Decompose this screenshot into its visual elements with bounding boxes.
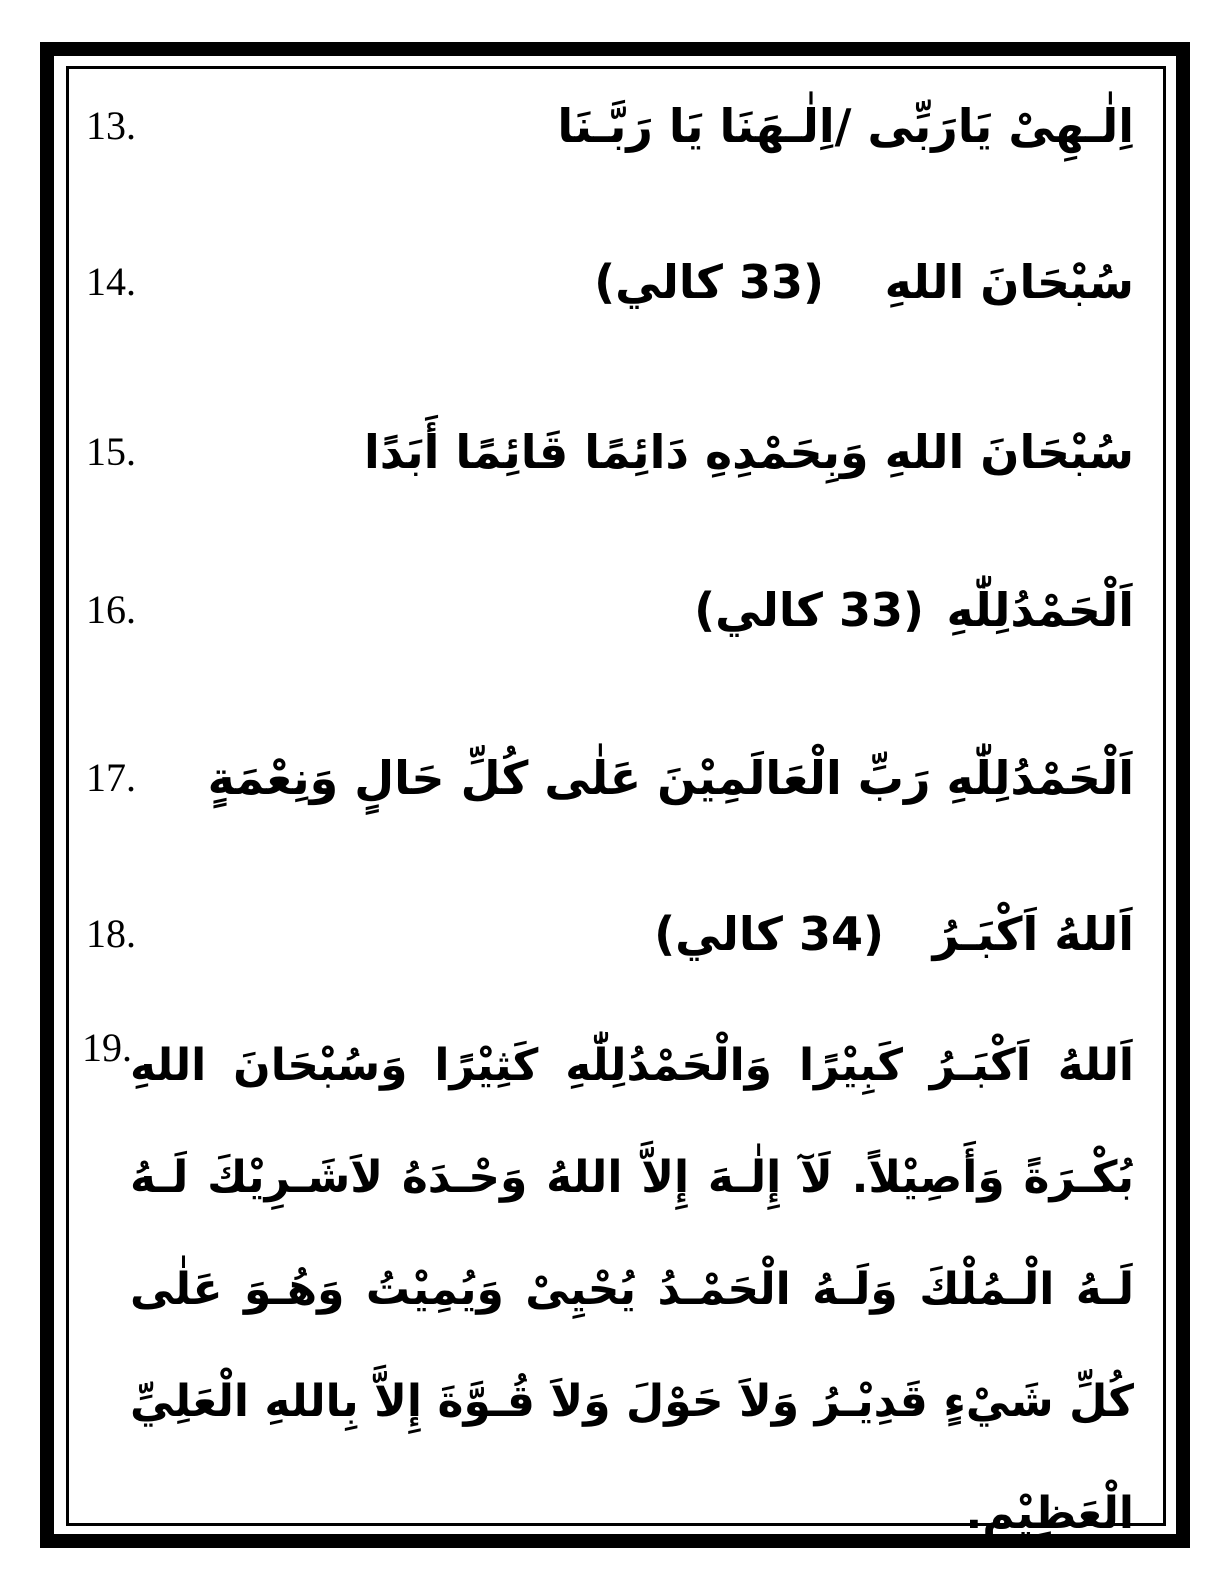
arabic-text: سُبْحَانَ اللهِ وَبِحَمْدِهِ دَائِمًا قَائِمًا أَبَدًا bbox=[364, 425, 1134, 479]
entry-number: 18. bbox=[86, 911, 136, 956]
entry-number: 13. bbox=[86, 103, 136, 148]
arabic-text: اَلْحَمْدُلِلّٰهِ bbox=[946, 583, 1134, 637]
arabic-text: اِلٰـهِىْ يَارَبِّى /اِلٰـهَنَا يَا رَبَّـنَا bbox=[557, 99, 1134, 153]
dhikr-entry-17 bbox=[80, 734, 1134, 824]
paragraph-number: 19. bbox=[82, 1025, 132, 1070]
entry-number: 14. bbox=[86, 259, 136, 304]
entry-number: 15. bbox=[86, 429, 136, 474]
dhikr-entry-15 bbox=[80, 408, 1134, 498]
dhikr-entry-18 bbox=[80, 890, 1134, 980]
repeat-count: (33 كالي) bbox=[694, 583, 924, 637]
repeat-count: (33 كالي) bbox=[594, 255, 824, 309]
dhikr-paragraph-19: اَللهُ اَكْبَـرُ كَبِيْرًا وَالْحَمْدُلِلّٰهِ كَثِيْرًا وَسُبْحَانَ اللهِ بُكْـرَةً وَأَصِيْلاً. لَآ إِلٰـهَ إِلاَّ اللهُ وَحْـدَهُ لاَشَـرِيْكَ لَـهُ لَـهُ الْـمُلْكَ وَلَـهُ الْحَمْـدُ يُحْيِىْ وَيُمِيْتُ وَهُـوَ عَلٰى كُلِّ شَيْءٍ قَدِيْـرُ وَلاَ حَوْلَ وَلاَ قُـوَّةَ إِلاَّ بِاللهِ الْعَلِيِّ الْعَظِيْمِ. bbox=[130, 1040, 1134, 1539]
arabic-text: اَلْحَمْدُلِلّٰهِ رَبِّ الْعَالَمِيْنَ عَلٰى كُلِّ حَالٍ وَنِعْمَةٍ bbox=[207, 751, 1134, 805]
repeat-count: (34 كالي) bbox=[654, 907, 884, 961]
entry-number: 16. bbox=[86, 587, 136, 632]
dhikr-entry-14 bbox=[80, 238, 1134, 328]
arabic-text: اَللهُ اَكْبَـرُ bbox=[932, 907, 1134, 961]
arabic-text: سُبْحَانَ اللهِ bbox=[884, 255, 1134, 309]
dhikr-entry-13 bbox=[80, 82, 1134, 172]
dhikr-entry-16 bbox=[80, 566, 1134, 656]
entry-number: 17. bbox=[86, 755, 136, 800]
